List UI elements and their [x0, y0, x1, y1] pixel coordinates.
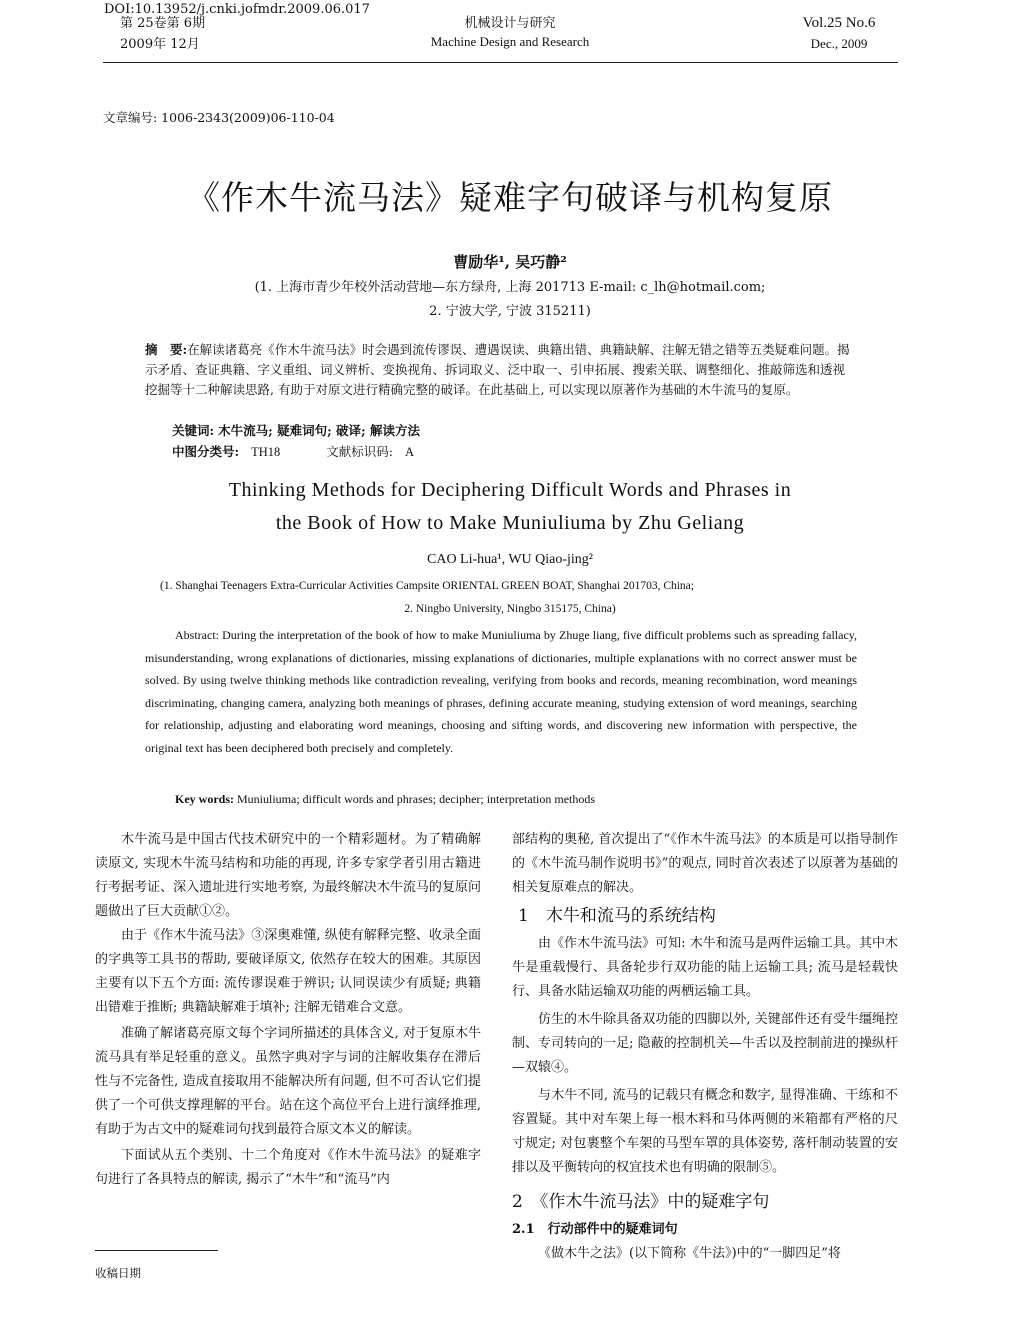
doc-code-value: A — [404, 445, 414, 459]
affiliation-en-1: (1. Shanghai Teenagers Extra-Curricular Activities Campsite ORIENTAL GREEN BOAT, Shanghai 201703, China; — [160, 580, 694, 592]
left-paragraph-3: 准确了解诸葛亮原文每个字词所描述的具体含义, 对于复原木牛流马具有举足轻重的意义。虽然字典对字与词的注解收集存在滞后性与不完备性, 造成直接取用不能解决所有问题, 但不可否认它们提供了一个可供支撑理解的平台。站在这个高位平台上进行演绎推理, 有助于为古文中的疑难词句找到最符合原文本义的解读。 — [95, 1026, 481, 1137]
date-en: Dec., 2009 — [810, 36, 868, 51]
abstract-en — [145, 624, 857, 760]
right-paragraph-2: 由《作木牛流马法》可知: 木牛和流马是两件运输工具。其中木牛是重载慢行、具备轮步行双功能的陆上运输工具; 流马是轻载快行、具备水陆运输双功能的两栖运输工具。 — [512, 936, 898, 999]
right-column — [512, 828, 898, 1266]
clc-label: 中图分类号: — [172, 444, 240, 459]
affiliation-en-2: 2. Ningbo University, Ningbo 315175, China) — [404, 603, 616, 615]
volume-en: Vol.25 No.6 — [802, 15, 876, 31]
keywords-en-text: Muniuliuma; difficult words and phrases; decipher; interpretation methods — [237, 792, 596, 806]
left-paragraph-4: 下面试从五个类别、十二个角度对《作木牛流马法》的疑难字句进行了各具特点的解读, 揭示了“木牛”和“流马”内 — [95, 1148, 481, 1187]
right-paragraph-5: 《做木牛之法》(以下简称《牛法》)中的“一脚四足”将 — [538, 1246, 841, 1261]
doc-code-label: 文献标识码: — [326, 444, 393, 459]
page-title: 《作木牛流马法》疑难字句破译与机构复原 — [187, 178, 833, 217]
affiliation-cn-2: 2. 宁波大学, 宁波 315211) — [429, 304, 591, 319]
clc-value: TH18 — [251, 445, 281, 459]
section-heading-2: 2 《作木牛流马法》中的疑难字句 — [512, 1192, 770, 1212]
article-number: 文章编号: 1006-2343(2009)06-110-04 — [103, 110, 335, 125]
keywords-cn — [172, 421, 420, 441]
keywords-en-label: Key words: — [175, 792, 234, 806]
affiliation-cn-1: (1. 上海市青少年校外活动营地—东方绿舟, 上海 201713 E-mail: c_lh@hotmail.com; — [254, 280, 766, 295]
journal-cn: 机械设计与研究 — [464, 16, 556, 31]
keywords-en — [175, 792, 595, 807]
footnote-received: 收稿日期 — [95, 1266, 141, 1280]
abstract-en-text: During the interpretation of the book of how to make Muniuliuma by Zhuge liang, five difficult problems such as spreading fallacy, misunderstanding, wrong explanations of dictionaries, missing explanations of dictionaries, multiple explanations with no correct answer must be solved. By using twelve thinking methods like contradiction revealing, verifying from books and records, meaning recombination, word meanings discriminating, changing camera, analyzing both meanings of phrases, defining accurate meaning, studying extension of word meanings, searching for relationship, adjusting and elaborating word meanings, choosing and sifting words, and discovering new information with perspective, the original text has been deciphered both precisely and completely. — [145, 628, 857, 755]
section-heading-1: 1 木牛和流马的系统结构 — [518, 906, 716, 926]
header-rule — [103, 62, 898, 63]
abstract-cn — [145, 340, 855, 400]
right-paragraph-3: 仿生的木牛除具备双功能的四脚以外, 关键部件还有受牛缰绳控制、专司转向的一足; 隐蔽的控制机关—牛舌以及控制前进的操纵杆—双辕④。 — [512, 1012, 898, 1075]
keywords-cn-text: 木牛流马; 疑难词句; 破译; 解读方法 — [218, 423, 421, 438]
left-paragraph-2: 由于《作木牛流马法》③深奥难懂, 纵使有解释完整、收录全面的字典等工具书的帮助, 要破译原文, 依然存在较大的困难。其原因主要有以下五个方面: 流传谬误难于辨识; 认同误读少有质疑; 典籍出错难于推断; 典籍缺解难于填补; 注解无错难合文意。 — [95, 928, 481, 1015]
footnote-rule — [95, 1250, 218, 1251]
authors-en: CAO Li-hua¹, WU Qiao-jing² — [427, 552, 593, 567]
keywords-cn-label: 关键词: — [172, 423, 215, 438]
volume-cn: 第 25卷第 6期 — [120, 16, 206, 31]
title-en-line-2: the Book of How to Make Muniuliuma by Zhu Geliang — [275, 512, 745, 534]
abstract-cn-label: 摘 要: — [145, 342, 188, 357]
journal-en: Machine Design and Research — [430, 34, 590, 49]
left-column — [95, 828, 481, 1192]
classification-line — [172, 442, 414, 462]
left-paragraph-1: 木牛流马是中国古代技术研究中的一个精彩题材。为了精确解读原文, 实现木牛流马结构和功能的再现, 许多专家学者引用古籍进行考据考证、深入遗址进行实地考察, 为最终解决木牛流马的复原问题做出了巨大贡献①②。 — [95, 832, 481, 919]
authors-cn: 曹励华¹, 吴巧静² — [453, 253, 567, 271]
doi: DOI:10.13952/j.cnki.jofmdr.2009.06.017 — [104, 2, 370, 17]
title-en-line-1: Thinking Methods for Deciphering Difficult Words and Phrases in — [228, 479, 792, 501]
subsection-heading-2-1: 2.1 行动部件中的疑难词句 — [512, 1222, 678, 1237]
right-paragraph-1: 部结构的奥秘, 首次提出了“《作木牛流马法》的本质是可以指导制作的《木牛流马制作说明书》”的观点, 同时首次表述了以原著为基础的相关复原难点的解决。 — [512, 832, 898, 895]
abstract-en-label: Abstract: — [175, 628, 219, 642]
right-paragraph-4: 与木牛不同, 流马的记载只有概念和数字, 显得准确、干练和不容置疑。其中对车架上每一根木料和马体两侧的米箱都有严格的尺寸规定; 对包裹整个车架的马型车罩的具体姿势, 落杆制动装置的安排以及平衡转向的权宜技术也有明确的限制⑤。 — [512, 1088, 898, 1175]
date-cn: 2009年 12月 — [120, 37, 200, 52]
abstract-cn-text: 在解读诸葛亮《作木牛流马法》时会遇到流传谬误、遭遇误读、典籍出错、典籍缺解、注解无错之错等五类疑难问题。揭示矛盾、查证典籍、字义重组、词义辨析、变换视角、拆词取义、泛中取一、引申拓展、搜索关联、调整细化、推敲筛选和透视挖掘等十二种解读思路, 有助于对原文进行精确完整的破译。在此基础上, 可以实现以原著作为基础的木牛流马的复原。 — [145, 342, 850, 397]
